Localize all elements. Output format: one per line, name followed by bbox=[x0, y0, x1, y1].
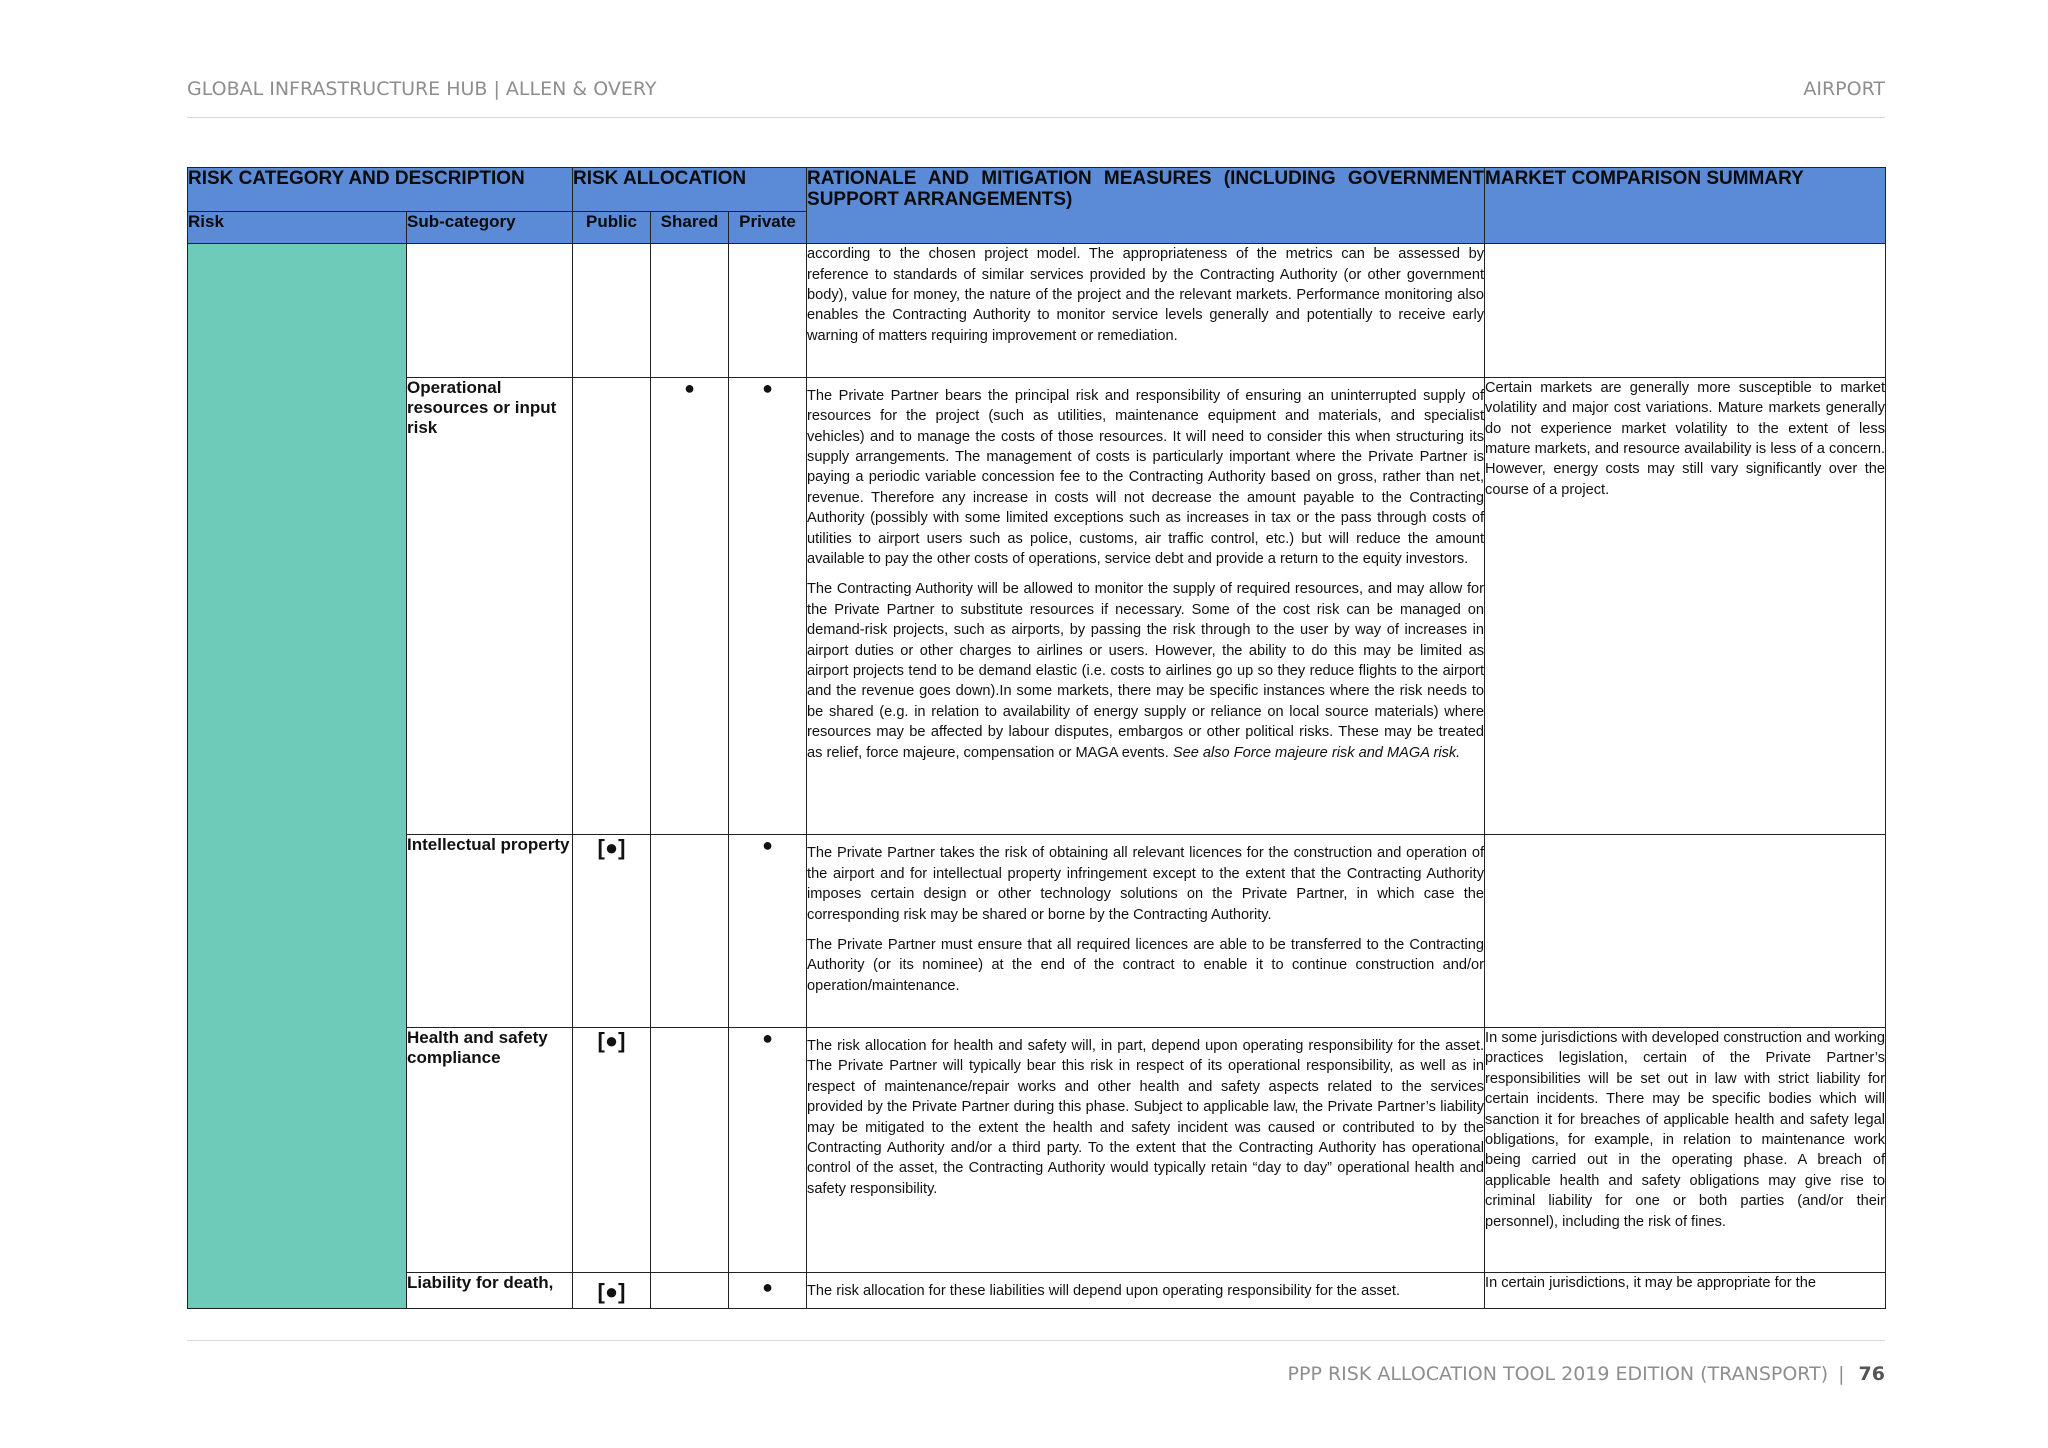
shared-cell bbox=[651, 244, 729, 377]
market-cell bbox=[1485, 244, 1886, 377]
private-cell bbox=[729, 835, 807, 1028]
table-row bbox=[188, 244, 1886, 377]
private-cell bbox=[729, 1027, 807, 1272]
rationale-cell bbox=[807, 835, 1485, 1028]
table-row bbox=[188, 1272, 1886, 1308]
table-row bbox=[188, 835, 1886, 1028]
rationale-paragraph: according to the chosen project model. The appropriateness of the metrics can be assessed by reference to standards of similar services provided by the Contracting Authority (or other government body), value for money, the nature of the project and the relevant markets. Performance monitoring also enables the Contracting Authority to monitor service levels generally and potentially to receive early warning of matters requiring improvement or remediation. bbox=[807, 246, 1485, 344]
cross-reference-text: See also Force majeure risk and MAGA risk. bbox=[1172, 744, 1461, 761]
public-cell bbox=[573, 377, 651, 835]
header-risk-allocation: RISK ALLOCATION bbox=[573, 168, 807, 212]
shared-cell bbox=[651, 1027, 729, 1272]
rationale-paragraph: The Private Partner bears the principal risk and responsibility of ensuring an uninterrupted supply of resources for the project (such as utilities, maintenance equipment and materials, and specialist vehicles) and to manage the costs of those resources. It will need to consider this when structuring its supply arrangements. The management of costs is particularly important where the Private Partner is paying a periodic variable concession fee to the Contracting Authority based on gross, rather than net, revenue. Therefore any increase in costs will not decrease the amount payable to the Contracting Authority (possibly with some limited exceptions such as increases in tax or the pass through costs of utilities to airport users such as police, customs, air traffic control, etc.) but will reduce the amount available to pay the other costs of operations, service debt and provide a return to the equity investors. bbox=[807, 387, 1485, 567]
subcategory-cell: Operational resources or input risk bbox=[407, 377, 573, 835]
header-market-comparison: MARKET COMPARISON SUMMARY bbox=[1485, 168, 1886, 244]
shared-cell bbox=[651, 835, 729, 1028]
shared-bullet-icon: ● bbox=[684, 377, 695, 398]
public-bracket-bullet-icon: [●] bbox=[597, 1027, 626, 1053]
rationale-paragraph: The Private Partner takes the risk of obtaining all relevant licences for the construction and operation of the airport and for intellectual property infringement except to the extent that the Contracting Authority imposes certain design or other technology solutions on the Private Partner, in which case the corresponding risk may be shared or borne by the Contracting Authority. bbox=[807, 845, 1485, 923]
page-header bbox=[187, 72, 1885, 118]
footer-separator: | bbox=[1838, 1363, 1845, 1385]
private-cell bbox=[729, 1272, 807, 1308]
subcategory-cell: Intellectual property bbox=[407, 835, 573, 1028]
public-bracket-bullet-icon: [●] bbox=[597, 1278, 626, 1304]
rationale-cell bbox=[807, 244, 1485, 377]
rationale-cell bbox=[807, 1027, 1485, 1272]
shared-cell bbox=[651, 1272, 729, 1308]
page-footer bbox=[187, 1340, 1885, 1385]
private-bullet-icon: ● bbox=[762, 1027, 773, 1048]
private-cell bbox=[729, 244, 807, 377]
rationale-paragraph: The risk allocation for health and safety will, in part, depend upon operating responsibility for the asset. The Private Partner will typically bear this risk in respect of its operational responsibility, as well as in respect of maintenance/repair works and other health and safety aspects related to the services provided by the Private Partner during this phase. Subject to applicable law, the Private Partner’s liability may be mitigated to the extent the health and safety incident was caused or contributed to by the Contracting Authority and/or a third party. To the extent that the Contracting Authority has operational control of the asset, the Contracting Authority would typically retain “day to day” operational health and safety responsibility. bbox=[807, 1037, 1485, 1197]
private-cell bbox=[729, 377, 807, 835]
rationale-cell bbox=[807, 377, 1485, 835]
table-row bbox=[188, 1027, 1886, 1272]
header-shared: Shared bbox=[651, 212, 729, 244]
header-rationale: RATIONALE AND MITIGATION MEASURES (INCLUDING GOVERNMENT SUPPORT ARRANGEMENTS) bbox=[807, 168, 1485, 244]
public-cell bbox=[573, 244, 651, 377]
private-bullet-icon: ● bbox=[762, 835, 773, 856]
header-subcategory: Sub-category bbox=[407, 212, 573, 244]
shared-cell bbox=[651, 377, 729, 835]
rationale-cell bbox=[807, 1272, 1485, 1308]
header-risk: Risk bbox=[188, 212, 407, 244]
market-cell: Certain markets are generally more susceptible to market volatility and major cost variations. Mature markets generally do not experience market volatility to the extent of less mature markets, and resource availability is less of a concern. However, energy costs may still vary significantly over the course of a project. bbox=[1485, 377, 1886, 835]
public-bracket-bullet-icon: [●] bbox=[597, 835, 626, 861]
rationale-paragraph: The risk allocation for these liabilities will depend upon operating responsibility for the asset. bbox=[807, 1282, 1401, 1299]
market-cell bbox=[1485, 835, 1886, 1028]
risk-category-cell bbox=[188, 244, 407, 1309]
public-cell bbox=[573, 1272, 651, 1308]
private-bullet-icon: ● bbox=[762, 1276, 773, 1297]
subcategory-cell: Health and safety compliance bbox=[407, 1027, 573, 1272]
table-row bbox=[188, 377, 1886, 835]
rationale-paragraph: The Contracting Authority will be allowed to monitor the supply of required resources, and may allow for the Private Partner to substitute resources if necessary. Some of the cost risk can be managed on demand-risk projects, such as airports, by passing the risk through to the user by way of increases in airport duties or other charges to airlines or users. However, the ability to do this may be limited as airport projects tend to be demand elastic (i.e. costs to airlines go up so they reduce flights to the airport and the revenue goes down).In some markets, there may be specific instances where the risk needs to be shared (e.g. in relation to availability of energy supply or reliance on local source materials) where resources may be affected by labour disputes, embargos or other political risks. These may be treated as relief, force majeure, compensation or MAGA events. See also Force majeure risk and MAGA risk. bbox=[807, 581, 1485, 761]
market-cell: In certain jurisdictions, it may be appropriate for the bbox=[1485, 1272, 1886, 1308]
header-left-text: GLOBAL INFRASTRUCTURE HUB | ALLEN & OVERY bbox=[187, 78, 657, 100]
header-right-text: AIRPORT bbox=[1803, 78, 1885, 100]
rationale-paragraph: The Private Partner must ensure that all required licences are able to be transferred to the Contracting Authority (or its nominee) at the end of the contract to enable it to continue construction and/or operation/maintenance. bbox=[807, 936, 1485, 994]
risk-allocation-table bbox=[187, 167, 1886, 1309]
private-bullet-icon: ● bbox=[762, 377, 773, 398]
market-cell: In some jurisdictions with developed construction and working practices legislation, certain of the Private Partner’s responsibilities will be set out in law with strict liability for certain incidents. There may be specific bodies which will sanction it for breaches of applicable health and safety legal obligations, for example, in relation to maintenance work being carried out in the operating phase. A breach of applicable health and safety obligations may give rise to criminal liability for one or both parties (and/or their personnel), including the risk of fines. bbox=[1485, 1027, 1886, 1272]
public-cell bbox=[573, 835, 651, 1028]
header-public: Public bbox=[573, 212, 651, 244]
footer-title: PPP RISK ALLOCATION TOOL 2019 EDITION (TRANSPORT) bbox=[1287, 1363, 1829, 1385]
public-cell bbox=[573, 1027, 651, 1272]
subcategory-cell: Liability for death, bbox=[407, 1272, 573, 1308]
page-number: 76 bbox=[1858, 1363, 1885, 1385]
subcategory-cell bbox=[407, 244, 573, 377]
header-risk-category: RISK CATEGORY AND DESCRIPTION bbox=[188, 168, 573, 212]
header-private: Private bbox=[729, 212, 807, 244]
